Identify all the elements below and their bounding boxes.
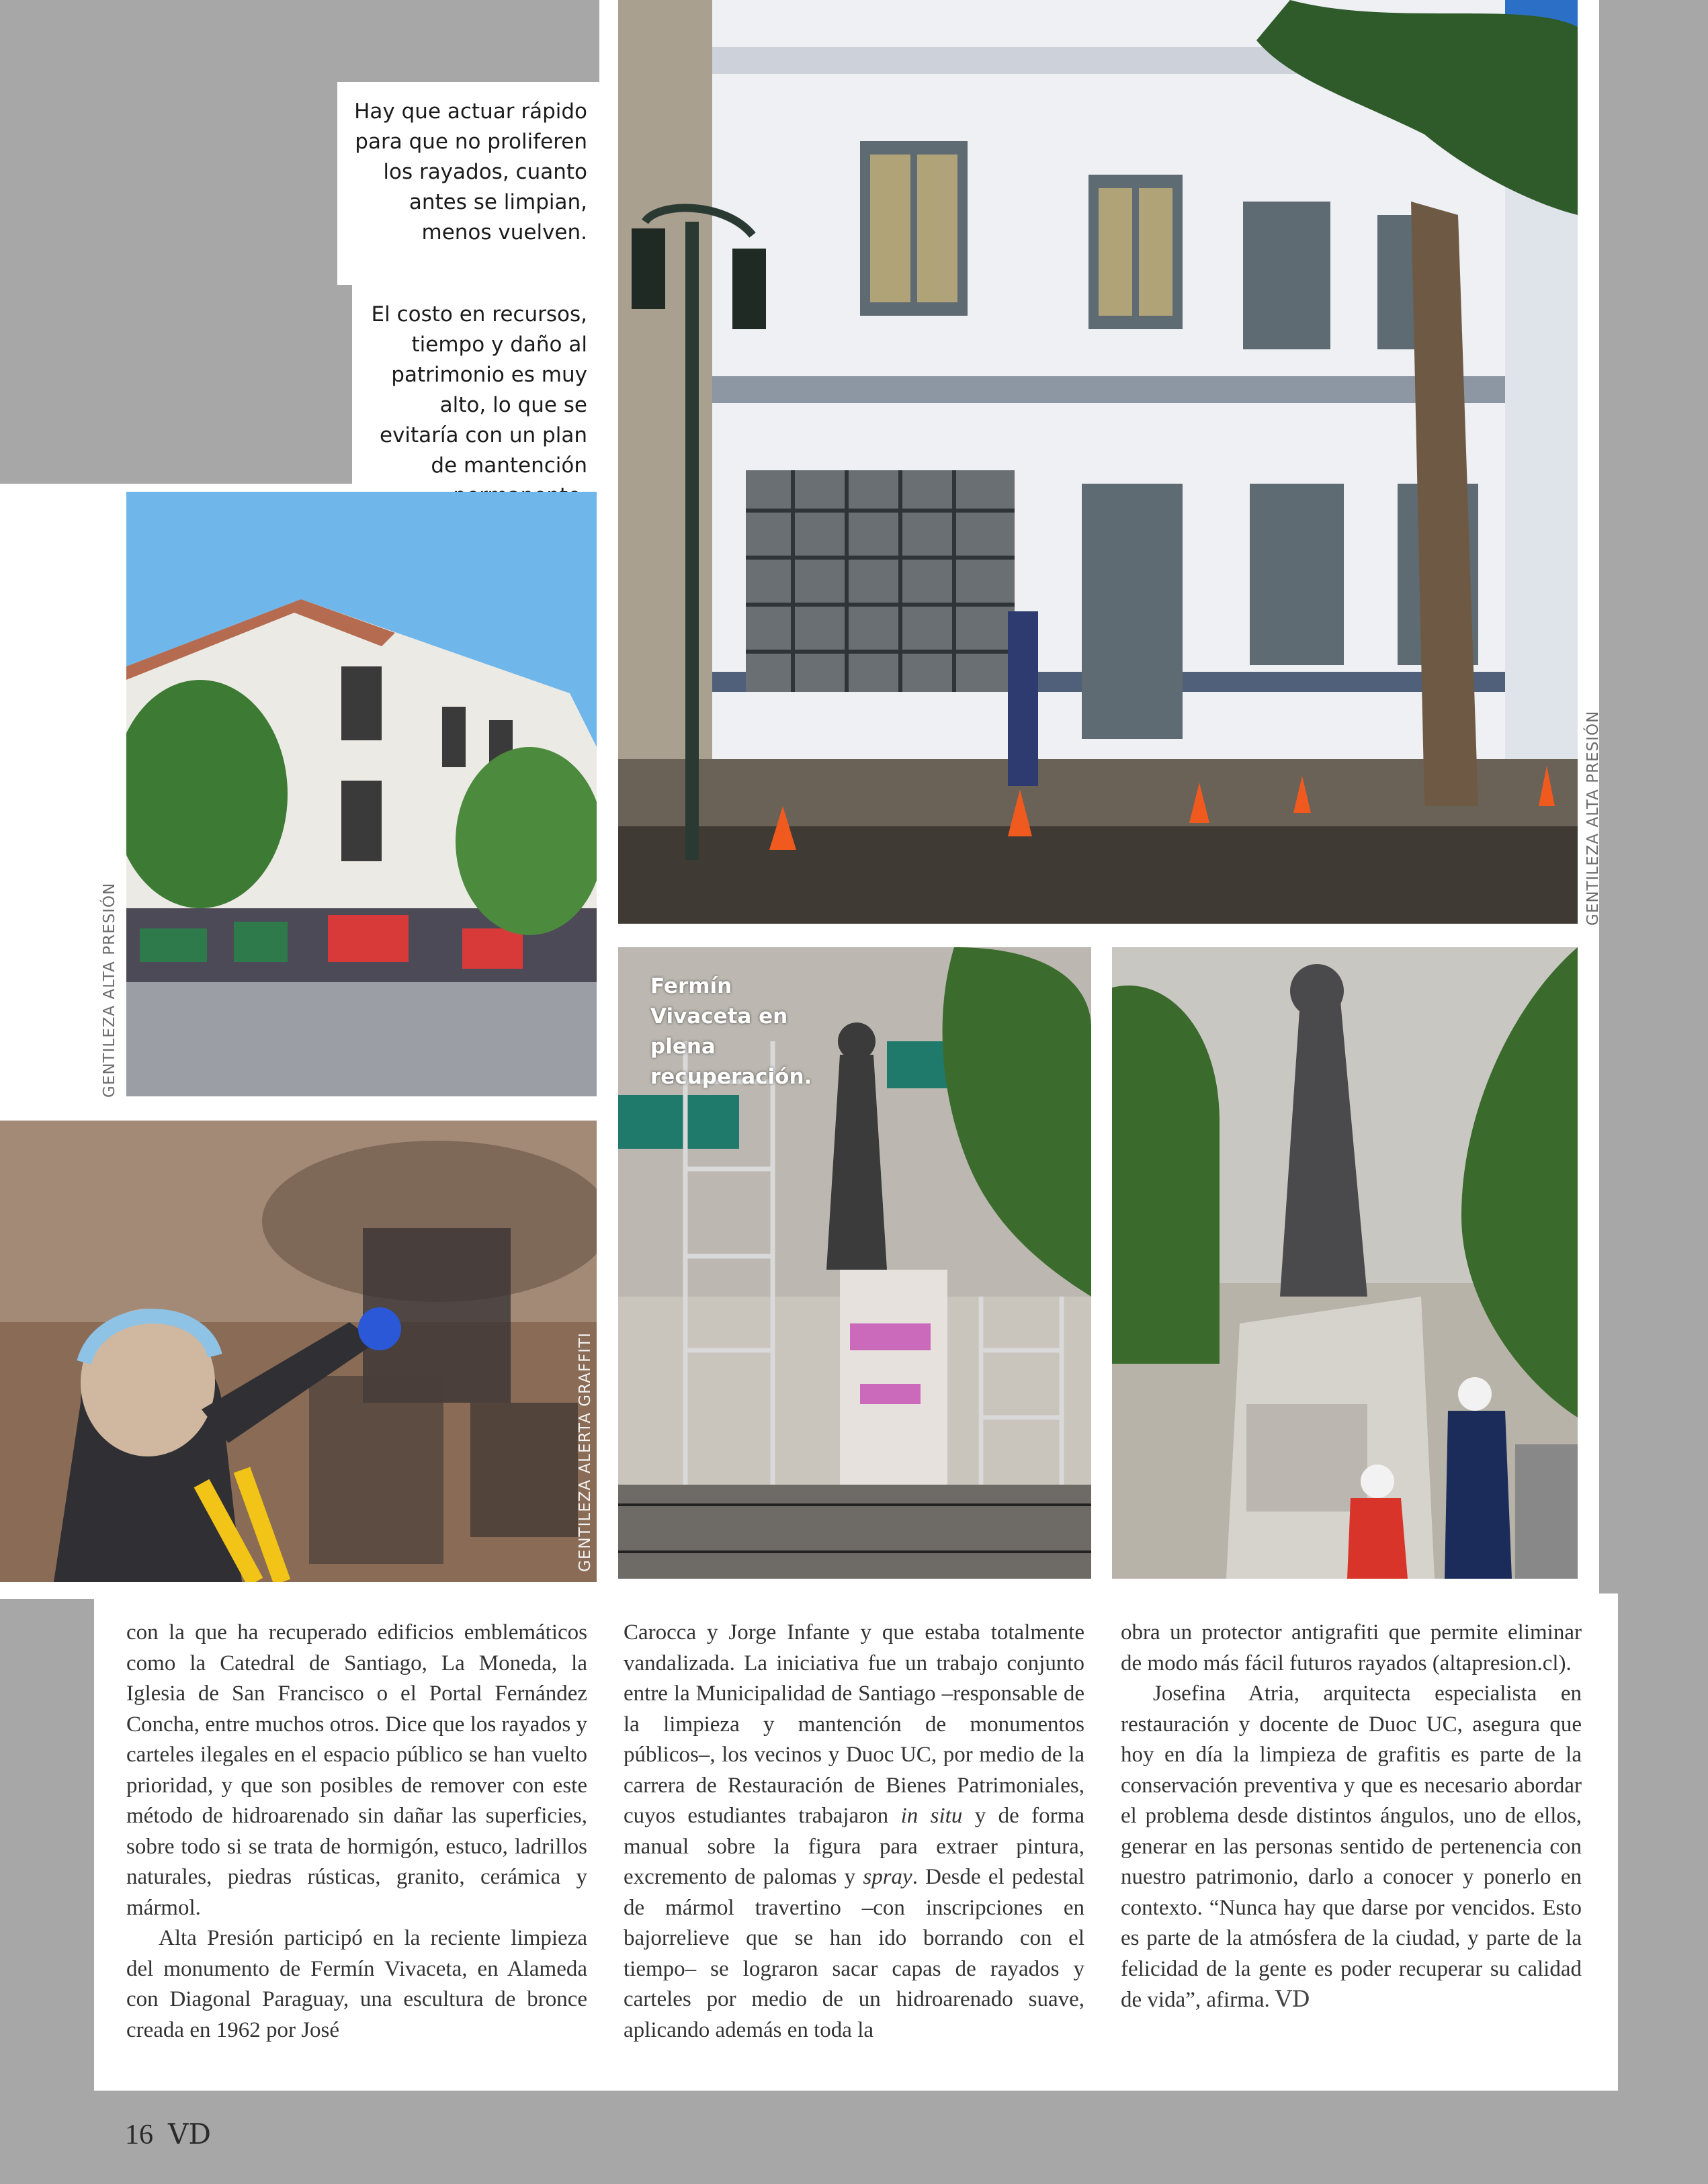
photo-monument-restored xyxy=(1112,947,1578,1579)
credit-main-photo: GENTILEZA ALTA PRESIÓN xyxy=(1584,710,1602,926)
paragraph: obra un protector antigrafiti que permite eliminar de modo más fácil futuros rayados (altapresion.cl). xyxy=(1121,1620,1582,1675)
page-footer xyxy=(125,2117,211,2151)
magazine-logo: VD xyxy=(168,2117,212,2150)
credit-corner-building: GENTILEZA ALTA PRESIÓN xyxy=(101,882,118,1098)
page-number: 16 xyxy=(125,2120,153,2150)
paragraph: Alta Presión participó en la reciente limpieza del monumento de Fermín Vivaceta, en Alameda con Diagonal Paraguay, una escultura de bronce creada en 1962 por José xyxy=(126,1926,587,2042)
end-mark: VD xyxy=(1275,1986,1310,2013)
text-column-3 xyxy=(1121,1618,1582,2016)
text-column-1 xyxy=(126,1618,587,2046)
photo-graffiti-cleaning xyxy=(0,1121,597,1582)
credit-graffiti-cleaning: GENTILEZA ALERTA GRAFFITI xyxy=(577,1332,594,1572)
pull-quote-2: El costo en recursos, tiempo y daño al patrimonio es muy alto, lo que se evitaría con un plan de mantención xyxy=(352,285,606,485)
pull-quote-1: Hay que actuar rápido para que no proliferen los rayados, cuanto antes se limpian, menos vuelven. xyxy=(337,82,606,285)
article-body xyxy=(94,1593,1618,2091)
photo-building-facade xyxy=(618,0,1578,924)
text-column-2 xyxy=(624,1618,1084,2046)
paragraph: Josefina Atria, arquitecta especialista en restauración y docente de Duoc UC, asegura que hoy en día la limpieza de grafitis es parte de la conservación preventiva y que es necesario abordar el problema desde distintos ángulos, uno de ellos, generar en las personas sentido de pertenencia con nuestro patrimonio, darlo a conocer y ponerlo en contexto. “Nunca hay que darse por vencidos. Esto es parte de la atmósfera de la ciudad, y parte de la felicidad de la gente es poder recuperar su calidad de vida”, afirma. VD xyxy=(1121,1681,1582,2013)
paragraph: con la que ha recuperado edificios emblemáticos como la Catedral de Santiago, La Moneda, la Iglesia de San Francisco o el Portal Fernández Concha, entre muchos otros. Dice que los rayados y carteles ilegales en el espacio público se han vuelto prioridad, y que son posibles de remover con este método de hidroarenado sin dañar las superficies, sobre todo si se trata de hormigón, estuco, ladrillos naturales, piedras rústicas, granito, cerámica y mármol. xyxy=(126,1620,587,1920)
photo-corner-building xyxy=(126,492,597,1096)
photo-caption-fermin-vivaceta: Fermín Vivaceta en plena recuperación. xyxy=(650,974,812,1089)
paragraph: Carocca y Jorge Infante y que estaba totalmente vandalizada. La iniciativa fue un trabajo conjunto entre la Municipalidad de Santiago –responsable de la limpieza y mantención de monumentos públicos–, los vecinos y Duoc UC, por medio de la carrera de Restauración de Bienes Patrimoniales, cuyos estudiantes trabajaron in situ y de forma manual sobre la figura para extraer pintura, excremento de palomas y spray. Desde el pedestal de mármol travertino –con inscripciones en bajorrelieve que se han ido borrando con el tiempo– se lograron sacar capas de rayados y carteles por medio de un hidroarenado suave, aplicando además en toda la xyxy=(624,1620,1084,2042)
